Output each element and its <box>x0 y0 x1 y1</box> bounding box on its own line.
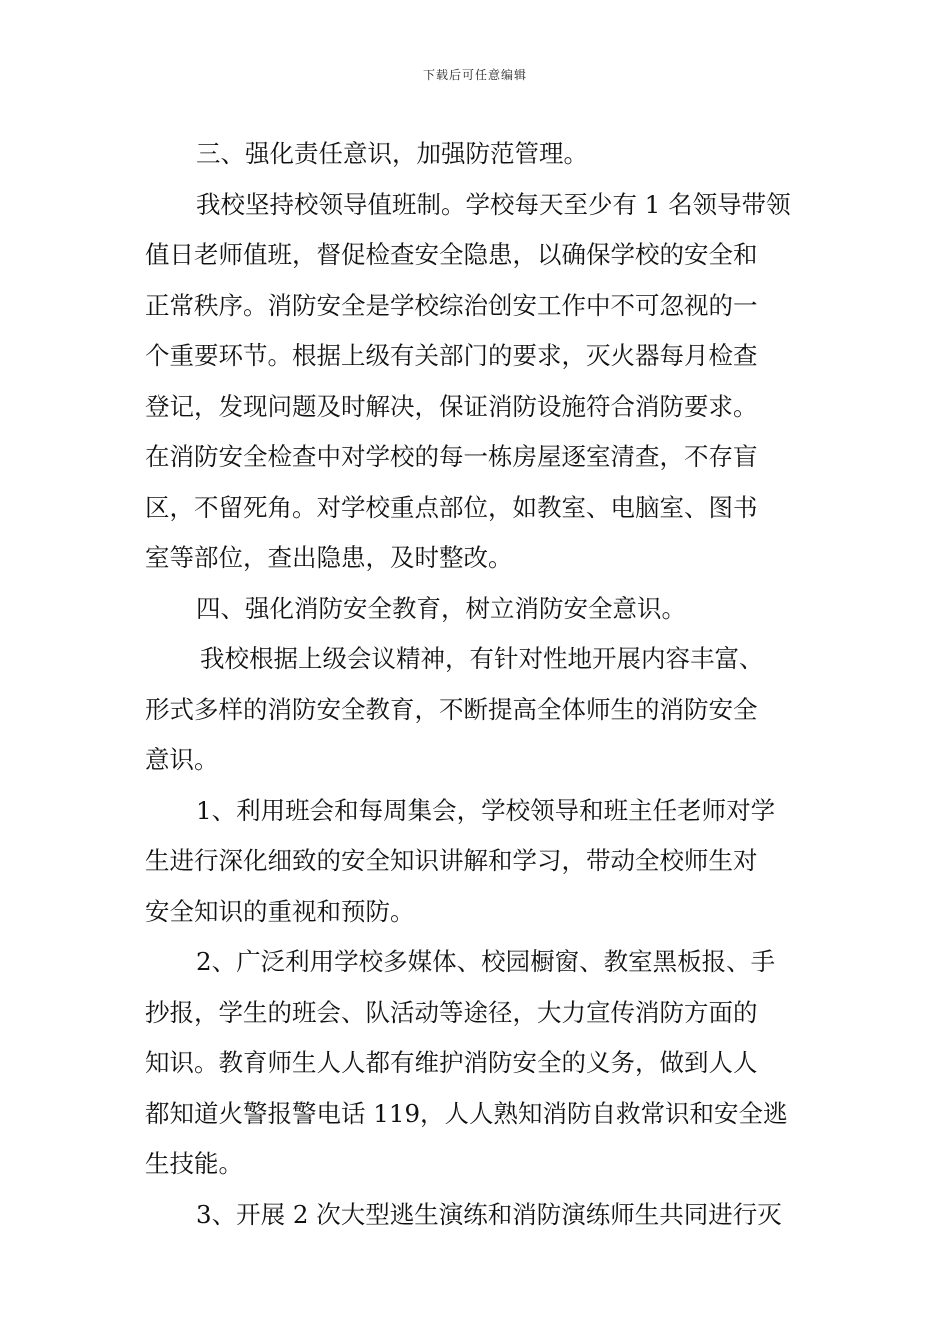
paragraph-line: 登记，发现问题及时解决，保证消防设施符合消防要求。 <box>145 391 758 421</box>
paragraph-line: 室等部位，查出隐患，及时整改。 <box>145 543 513 572</box>
paragraph-line: 知识。教育师生人人都有维护消防安全的义务，做到人人 <box>145 1048 758 1077</box>
paragraph-line: 我校根据上级会议精神，有针对性地开展内容丰富、 <box>200 644 764 673</box>
paragraph-line: 个重要环节。根据上级有关部门的要求，灭火器每月检查 <box>145 341 758 370</box>
section-heading-3: 三、强化责任意识，加强防范管理。 <box>196 139 588 168</box>
paragraph-line: 生技能。 <box>145 1149 243 1178</box>
header-note: 下载后可任意编辑 <box>422 68 527 82</box>
document-body <box>145 129 810 1240</box>
paragraph-line: 值日老师值班，督促检查安全隐患，以确保学校的安全和 <box>145 240 758 269</box>
paragraph-line: 生进行深化细致的安全知识讲解和学习，带动全校师生对 <box>145 846 758 875</box>
list-item-1: 1、利用班会和每周集会，学校领导和班主任老师对学 <box>196 795 776 825</box>
paragraph-line: 形式多样的消防安全教育，不断提高全体师生的消防安全 <box>145 694 758 724</box>
list-item-3: 3、开展 2 次大型逃生演练和消防演练师生共同进行灭 <box>196 1199 782 1229</box>
paragraph-line: 在消防安全检查中对学校的每一栋房屋逐室清查，不存盲 <box>145 442 758 471</box>
paragraph-line: 都知道火警报警电话 119，人人熟知消防自救常识和安全逃 <box>145 1098 788 1128</box>
paragraph-line: 区，不留死角。对学校重点部位，如教室、电脑室、图书 <box>145 492 758 522</box>
paragraph-line: 安全知识的重视和预防。 <box>145 896 415 926</box>
paragraph-line: 正常秩序。消防安全是学校综治创安工作中不可忽视的一 <box>145 290 758 320</box>
section-heading-4: 四、强化消防安全教育，树立消防安全意识。 <box>196 593 686 623</box>
paragraph-line: 意识。 <box>145 745 219 774</box>
list-item-2: 2、广泛利用学校多媒体、校园橱窗、教室黑板报、手 <box>196 947 776 976</box>
paragraph-line: 抄报，学生的班会、队活动等途径，大力宣传消防方面的 <box>145 997 758 1027</box>
paragraph-line: 我校坚持校领导值班制。学校每天至少有 1 名领导带领 <box>196 189 791 219</box>
